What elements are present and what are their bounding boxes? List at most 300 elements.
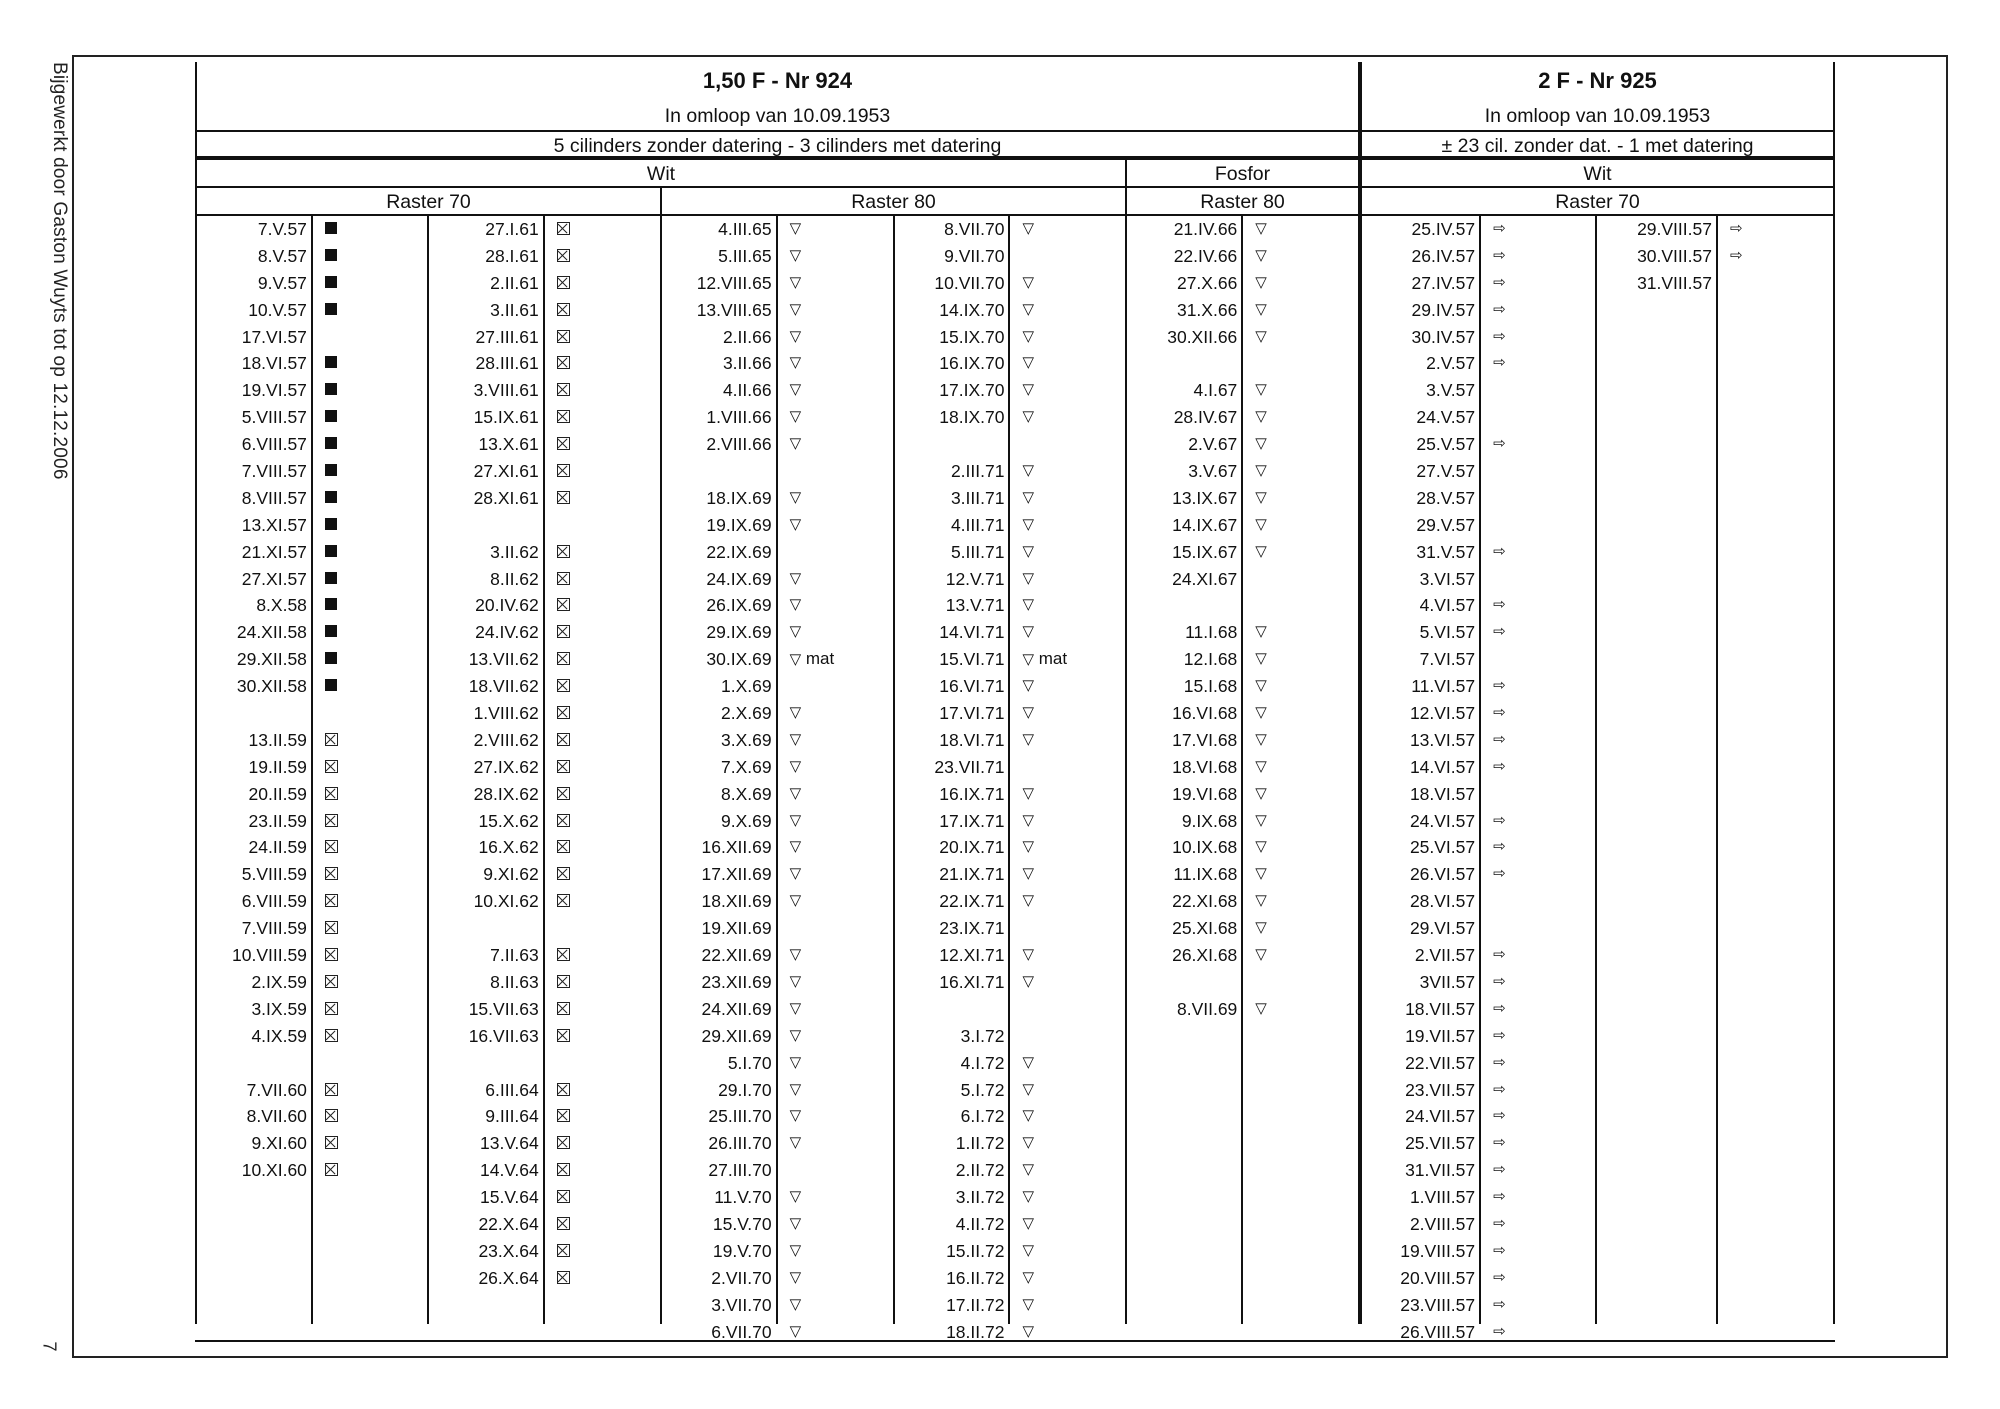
date-cell: 2.V.67: [1188, 434, 1238, 455]
mark-cell: [1481, 458, 1595, 485]
date-cell: 23.VIII.57: [1400, 1294, 1476, 1315]
date-cell: 24.XI.67: [1172, 568, 1238, 589]
date-column: [660, 216, 776, 1342]
mark-cell: [1010, 1184, 1125, 1211]
triangle-down-icon: ▽: [1022, 354, 1034, 372]
date-cell: 16.IX.70: [939, 353, 1005, 374]
date-cell: 15.IX.70: [939, 326, 1005, 347]
triangle-down-icon: ▽: [1255, 919, 1267, 937]
date-cell: 25.IV.57: [1411, 219, 1476, 239]
date-cell: 18.XII.69: [701, 891, 772, 912]
mark-cell: [1010, 1130, 1125, 1157]
date-cell: 2.VIII.62: [473, 729, 539, 750]
date-cell: 14.IX.70: [939, 299, 1005, 320]
filled-square-icon: [325, 437, 337, 449]
date-cell: 24.VI.57: [1409, 810, 1476, 831]
mark-cell: [313, 808, 427, 835]
date-cell: 12.VIII.65: [696, 272, 772, 293]
mark-cell: [1010, 808, 1125, 835]
date-cell: 16.VI.71: [939, 676, 1005, 697]
mark-cell: [778, 1265, 893, 1292]
stamp-925-cylinders: ± 23 cil. zonder dat. - 1 met datering: [1358, 132, 1835, 160]
date-cell: 7.VII.60: [246, 1079, 307, 1100]
mark-cell: [778, 888, 893, 915]
mark-cell: [1010, 619, 1125, 646]
mark-cell: [1481, 1265, 1595, 1292]
date-cell: 16.II.72: [946, 1267, 1005, 1288]
triangle-down-icon: ▽: [1022, 1053, 1034, 1071]
date-cell: 15.I.68: [1183, 676, 1238, 697]
mark-cell: [1481, 619, 1595, 646]
date-cell: 18.VI.71: [939, 729, 1005, 750]
mark-cell: [1481, 512, 1595, 539]
date-cell: 22.XI.68: [1172, 891, 1238, 912]
date-cell: 26.XI.68: [1172, 945, 1238, 966]
date-cell: 13.II.59: [248, 729, 307, 750]
mark-cell: [778, 942, 893, 969]
mark-cell: [545, 485, 660, 512]
triangle-down-icon: ▽: [1022, 1295, 1034, 1313]
crossed-box-icon: [325, 1083, 338, 1096]
triangle-down-icon: ▽: [789, 757, 802, 775]
mark-cell: [313, 700, 427, 727]
triangle-down-icon: ▽: [1022, 865, 1034, 883]
date-cell: 7.II.63: [490, 945, 539, 966]
mark-cell: [1481, 1023, 1595, 1050]
mark-cell: [1481, 1103, 1595, 1130]
crossed-box-icon: [557, 437, 570, 450]
date-cell: 8.VII.60: [246, 1106, 307, 1127]
mark-cell: [1481, 566, 1595, 593]
mark-cell: [545, 619, 660, 646]
triangle-down-icon: ▽: [789, 300, 802, 318]
triangle-down-icon: ▽: [789, 273, 802, 291]
mark-cell: [778, 592, 893, 619]
date-cell: 10.V.57: [248, 299, 307, 320]
date-cell: 27.III.70: [708, 1160, 772, 1181]
triangle-down-icon: ▽: [1022, 784, 1034, 802]
date-cell: 19.VII.57: [1405, 1025, 1476, 1046]
crossed-box-icon: [557, 303, 570, 316]
mark-cell: [313, 431, 427, 458]
mark-cell: [313, 1157, 427, 1184]
crossed-box-icon: [557, 1271, 570, 1284]
date-cell: 3.II.72: [955, 1187, 1005, 1208]
triangle-down-icon: ▽: [789, 838, 802, 856]
mark-cell: [1481, 431, 1595, 458]
date-cell: 1.II.72: [955, 1133, 1005, 1154]
date-cell: 19.IX.69: [706, 514, 772, 535]
mark-cell: [545, 592, 660, 619]
crossed-box-icon: [557, 1217, 570, 1230]
mark-cell: [1010, 1211, 1125, 1238]
triangle-down-icon: ▽: [1022, 892, 1034, 910]
crossed-box-icon: [557, 975, 570, 988]
triangle-down-icon: ▽: [1255, 999, 1267, 1017]
date-cell: 22.IX.71: [939, 891, 1005, 912]
arrow-right-icon: ⇨: [1493, 542, 1506, 560]
mark-cell: [545, 1103, 660, 1130]
mark-cell: [1481, 377, 1595, 404]
date-cell: 14.V.64: [480, 1160, 539, 1181]
mark-cell: [1010, 458, 1125, 485]
mark-cell: [1243, 485, 1358, 512]
triangle-down-icon: ▽: [1022, 220, 1034, 237]
date-cell: 27.XI.57: [241, 568, 307, 589]
mark-cell: [1010, 566, 1125, 593]
mark-cell: [1718, 270, 1833, 297]
mark-cell: [1243, 700, 1358, 727]
mark-cell: [1243, 834, 1358, 861]
mark-cell: [313, 888, 427, 915]
mark-cell: [545, 539, 660, 566]
mark-cell: [778, 996, 893, 1023]
date-cell: 2.II.66: [722, 326, 772, 347]
mark-cell: [545, 861, 660, 888]
triangle-down-icon: ▽: [1255, 677, 1267, 695]
mark-cell: [545, 727, 660, 754]
date-cell: 19.XII.69: [701, 918, 772, 939]
arrow-right-icon: ⇨: [1493, 1188, 1506, 1206]
date-cell: 9.XI.62: [483, 864, 539, 885]
triangle-down-icon: ▽: [789, 704, 802, 722]
triangle-down-icon: ▽: [1022, 596, 1034, 614]
mark-cell: [1010, 1265, 1125, 1292]
arrow-right-icon: ⇨: [1493, 1053, 1506, 1071]
arrow-right-icon: ⇨: [1493, 435, 1506, 453]
date-cell: 27.I.61: [485, 219, 539, 239]
mark-cell: [545, 1238, 660, 1265]
date-cell: 1.X.69: [721, 676, 772, 697]
crossed-box-icon: [557, 330, 570, 343]
mark-cell: [1243, 888, 1358, 915]
mark-cell: [1010, 942, 1125, 969]
crossed-box-icon: [557, 491, 570, 504]
mark-cell: [313, 566, 427, 593]
mark-cell: [1010, 485, 1125, 512]
mark-cell: [313, 270, 427, 297]
date-cell: 18.VII.62: [468, 676, 539, 697]
mark-cell: [1481, 808, 1595, 835]
mark-cell: [778, 1103, 893, 1130]
triangle-down-icon: ▽: [789, 246, 802, 264]
stamp-924-fosfor-raster-80: Raster 80: [1125, 188, 1358, 216]
filled-square-icon: [325, 545, 337, 557]
crossed-box-icon: [557, 625, 570, 638]
mark-cell: [1481, 324, 1595, 351]
triangle-down-icon: ▽: [1022, 1322, 1034, 1340]
date-column: [1595, 216, 1716, 1324]
triangle-down-icon: ▽: [1022, 704, 1034, 722]
mark-cell: [778, 297, 893, 324]
date-cell: 29.V.57: [1416, 514, 1476, 535]
mark-cell: [778, 539, 893, 566]
date-cell: 20.II.59: [248, 783, 307, 804]
date-cell: 25.VII.57: [1405, 1133, 1476, 1154]
mark-cell: [1481, 1130, 1595, 1157]
mark-cell: [313, 592, 427, 619]
filled-square-icon: [325, 572, 337, 584]
mark-cell: [313, 1077, 427, 1104]
mark-cell: [545, 1050, 660, 1077]
date-cell: 13.IX.67: [1172, 487, 1238, 508]
filled-square-icon: [325, 383, 337, 395]
mark-cell: [1010, 727, 1125, 754]
arrow-right-icon: ⇨: [1493, 273, 1506, 291]
date-cell: 8.VII.69: [1176, 998, 1238, 1019]
triangle-down-icon: ▽: [1255, 811, 1267, 829]
arrow-right-icon: ⇨: [1493, 1026, 1506, 1044]
triangle-down-icon: ▽: [789, 1026, 802, 1044]
arrow-right-icon: ⇨: [1493, 246, 1506, 264]
date-cell: 24.XII.58: [236, 622, 307, 643]
date-cell: 8.V.57: [257, 245, 307, 266]
stamp-924-circulation: In omloop van 10.09.1953: [664, 105, 891, 127]
crossed-box-icon: [325, 1109, 338, 1122]
mark-cell: [1010, 700, 1125, 727]
triangle-down-icon: ▽: [1255, 435, 1267, 453]
triangle-down-icon: ▽: [789, 1107, 802, 1125]
triangle-down-icon: ▽: [1022, 1161, 1034, 1179]
date-cell: 4.IX.59: [251, 1025, 307, 1046]
date-cell: 3.III.71: [950, 487, 1005, 508]
date-cell: 30.XII.66: [1167, 326, 1238, 347]
triangle-down-icon: ▽: [1022, 381, 1034, 399]
filled-square-icon: [325, 276, 337, 288]
triangle-down-icon: ▽: [789, 515, 802, 533]
arrow-right-icon: ⇨: [1493, 946, 1506, 964]
crossed-box-icon: [557, 383, 570, 396]
date-cell: 13.VI.57: [1409, 729, 1476, 750]
mark-cell: [1010, 1103, 1125, 1130]
date-cell: 28.VI.57: [1409, 891, 1476, 912]
arrow-right-icon: ⇨: [1729, 220, 1743, 237]
mark-cell: [1243, 566, 1358, 593]
date-cell: 22.XII.69: [701, 945, 772, 966]
mark-cell: [545, 808, 660, 835]
triangle-down-icon: ▽: [1022, 1214, 1034, 1232]
mark-cell: [545, 566, 660, 593]
date-cell: 24.XII.69: [701, 998, 772, 1019]
arrow-right-icon: ⇨: [1493, 1161, 1506, 1179]
mark-column: [311, 216, 427, 1324]
arrow-right-icon: ⇨: [1493, 704, 1506, 722]
mark-cell: [545, 915, 660, 942]
date-cell: 26.VIII.57: [1400, 1321, 1476, 1342]
date-cell: 3.VI.57: [1419, 568, 1476, 589]
date-cell: 19.II.59: [248, 756, 307, 777]
mark-cell: [1243, 297, 1358, 324]
mark-cell: [778, 646, 893, 673]
triangle-down-icon: ▽: [1022, 488, 1034, 506]
date-cell: 1.VIII.62: [473, 703, 539, 724]
date-cell: 23.VII.57: [1405, 1079, 1476, 1100]
triangle-down-icon: ▽: [1022, 462, 1034, 480]
date-cell: 29.I.70: [718, 1079, 772, 1100]
crossed-box-icon: [325, 921, 338, 934]
crossed-box-icon: [557, 652, 570, 665]
triangle-down-icon: ▽: [1022, 273, 1034, 291]
triangle-down-icon: ▽: [1022, 946, 1034, 964]
date-cell: 19.VI.68: [1172, 783, 1238, 804]
date-cell: 16.VI.68: [1172, 703, 1238, 724]
mark-column: [1716, 216, 1835, 1324]
triangle-down-icon: ▽: [1022, 1134, 1034, 1152]
date-cell: 19.VI.57: [241, 380, 307, 401]
date-cell: 16.IX.71: [939, 783, 1005, 804]
date-cell: 14.VI.71: [939, 622, 1005, 643]
date-cell: 18.VI.68: [1172, 756, 1238, 777]
date-cell: 8.VIII.57: [241, 487, 307, 508]
crossed-box-icon: [557, 1163, 570, 1176]
date-cell: 6.VIII.59: [241, 891, 307, 912]
mark-cell: [545, 673, 660, 700]
date-cell: 2.II.61: [490, 272, 539, 293]
mark-cell: [545, 996, 660, 1023]
arrow-right-icon: ⇨: [1493, 354, 1506, 372]
mark-cell: [313, 646, 427, 673]
date-cell: 3.VIII.61: [473, 380, 539, 401]
date-cell: 25.XI.68: [1172, 918, 1238, 939]
date-cell: 13.V.64: [480, 1133, 539, 1154]
date-cell: 15.VII.63: [468, 998, 539, 1019]
date-cell: 12.XI.71: [939, 945, 1005, 966]
date-cell: 2.VIII.57: [1409, 1213, 1476, 1234]
crossed-box-icon: [557, 840, 570, 853]
date-cell: 21.IX.71: [939, 864, 1005, 885]
triangle-down-icon: ▽: [789, 327, 802, 345]
date-cell: 3.IX.59: [251, 998, 307, 1019]
mark-cell: [1481, 915, 1595, 942]
crossed-box-icon: [557, 894, 570, 907]
mark-cell: [313, 243, 427, 270]
date-column: [1358, 216, 1479, 1342]
mark-cell: [1481, 834, 1595, 861]
date-cell: 8.X.58: [256, 595, 307, 616]
date-column: [1125, 216, 1241, 1324]
mark-cell: [1481, 942, 1595, 969]
date-cell: 11.V.70: [714, 1187, 772, 1208]
date-cell: 5.III.65: [718, 245, 772, 266]
date-cell: 2.III.71: [950, 461, 1005, 482]
mark-cell: [1243, 243, 1358, 270]
date-cell: 2.II.72: [955, 1160, 1005, 1181]
date-cell: 25.V.57: [1416, 434, 1476, 455]
date-cell: 3.X.69: [721, 729, 772, 750]
mark-cell: [313, 1103, 427, 1130]
date-cell: 13.VII.62: [468, 649, 539, 670]
mark-cell: [778, 216, 893, 243]
mat-note: mat: [1034, 649, 1068, 669]
triangle-down-icon: ▽: [1255, 784, 1267, 802]
arrow-right-icon: ⇨: [1493, 1214, 1506, 1232]
crossed-box-icon: [325, 1163, 338, 1176]
stamp-924-title: 1,50 F - Nr 924: [702, 68, 853, 93]
crossed-box-icon: [557, 1244, 570, 1257]
arrow-right-icon: ⇨: [1493, 1134, 1506, 1152]
triangle-down-icon: ▽: [1255, 488, 1267, 506]
triangle-down-icon: ▽: [1255, 757, 1267, 775]
mat-note: mat: [801, 649, 835, 669]
date-cell: 5.VIII.59: [241, 864, 307, 885]
mark-cell: [778, 1211, 893, 1238]
date-cell: 24.II.59: [248, 837, 307, 858]
crossed-box-icon: [557, 1190, 570, 1203]
triangle-down-icon: ▽: [789, 1295, 802, 1313]
mark-cell: [1010, 270, 1125, 297]
date-cell: 17.IX.71: [939, 810, 1005, 831]
triangle-down-icon: ▽: [789, 220, 802, 237]
mark-cell: [1481, 1238, 1595, 1265]
mark-cell: [1481, 592, 1595, 619]
mark-cell: [313, 297, 427, 324]
date-cell: [895, 996, 1009, 1023]
date-cell: [1127, 350, 1241, 377]
date-cell: 10.VIII.59: [232, 945, 307, 966]
triangle-down-icon: ▽: [789, 1134, 802, 1152]
arrow-right-icon: ⇨: [1493, 300, 1506, 318]
triangle-down-icon: ▽: [1022, 408, 1034, 426]
date-cell: [197, 1050, 311, 1077]
date-cell: 3.II.62: [490, 541, 539, 562]
mark-cell: [1481, 216, 1595, 243]
date-cell: 29.IV.57: [1411, 299, 1476, 320]
arrow-right-icon: ⇨: [1493, 865, 1506, 883]
mark-cell: [1481, 1211, 1595, 1238]
side-note: Bijgewerkt door Gaston Wuyts tot op 12.12.2006: [49, 62, 70, 480]
mark-cell: [1010, 431, 1125, 458]
mark-cell: [778, 512, 893, 539]
mark-cell: [545, 216, 660, 243]
mark-column: [1241, 216, 1358, 1324]
triangle-down-icon: ▽: [1022, 327, 1034, 345]
triangle-down-icon: ▽: [1255, 946, 1267, 964]
triangle-down-icon: ▽: [789, 596, 802, 614]
date-cell: 12.I.68: [1183, 649, 1238, 670]
mark-cell: [313, 404, 427, 431]
filled-square-icon: [325, 303, 337, 315]
mark-cell: [778, 324, 893, 351]
triangle-down-icon: ▽: [1022, 651, 1034, 669]
crossed-box-icon: [557, 572, 570, 585]
mark-cell: [1243, 324, 1358, 351]
triangle-down-icon: ▽: [1255, 515, 1267, 533]
mark-cell: [1481, 243, 1595, 270]
mark-cell: [778, 1157, 893, 1184]
date-cell: 23.XII.69: [701, 971, 772, 992]
arrow-right-icon: ⇨: [1493, 596, 1506, 614]
arrow-right-icon: ⇨: [1493, 757, 1506, 775]
triangle-down-icon: ▽: [1255, 542, 1267, 560]
arrow-right-icon: ⇨: [1493, 730, 1506, 748]
triangle-down-icon: ▽: [789, 623, 802, 641]
triangle-down-icon: ▽: [1255, 462, 1267, 480]
date-cell: 11.VI.57: [1411, 676, 1476, 697]
crossed-box-icon: [557, 733, 570, 746]
filled-square-icon: [325, 356, 337, 368]
triangle-down-icon: ▽: [789, 1188, 802, 1206]
mark-cell: [1010, 324, 1125, 351]
date-cell: 7.X.69: [721, 756, 772, 777]
mark-cell: [313, 1023, 427, 1050]
mark-cell: [313, 861, 427, 888]
mark-cell: [313, 485, 427, 512]
crossed-box-icon: [557, 545, 570, 558]
date-cell: 2.VIII.66: [706, 434, 772, 455]
date-cell: 14.VI.57: [1409, 756, 1476, 777]
stamp-925-header: [1358, 62, 1835, 132]
date-cell: 5.III.71: [950, 541, 1005, 562]
